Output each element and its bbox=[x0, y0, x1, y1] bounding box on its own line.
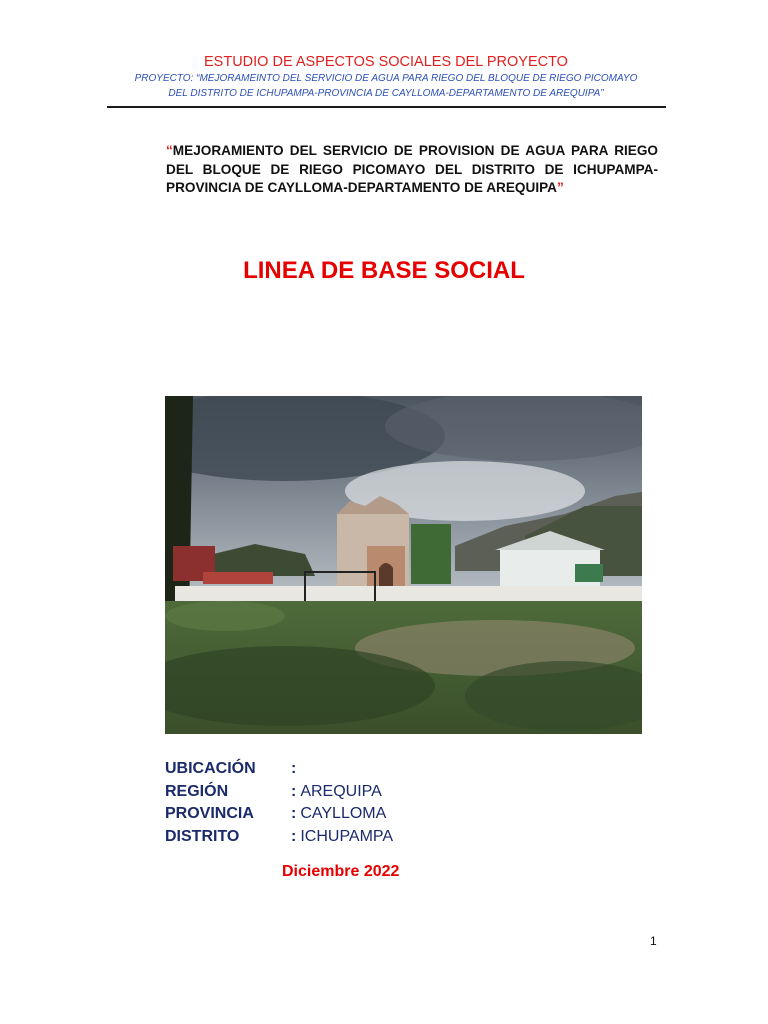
provincia-label: PROVINCIA bbox=[165, 805, 254, 823]
document-header bbox=[106, 54, 666, 101]
distrito-colon: : bbox=[291, 827, 297, 845]
distrito-label: DISTRITO bbox=[165, 827, 240, 845]
ubicacion-label: UBICACIÓN bbox=[165, 760, 256, 777]
provincia-colon: : bbox=[291, 805, 297, 823]
region-value: AREQUIPA bbox=[300, 782, 382, 800]
close-quote: ” bbox=[556, 180, 564, 195]
church-landscape-image bbox=[165, 396, 642, 734]
header-study-title: ESTUDIO DE ASPECTOS SOCIALES DEL PROYECTO bbox=[204, 54, 568, 70]
region-colon: : bbox=[291, 782, 297, 800]
project-title-text: MEJORAMIENTO DEL SERVICIO DE PROVISION DE AGUA PARA RIEGO DEL BLOQUE DE RIEGO PICOMAYO DEL DISTRITO DE ICHUPAMPA-PROVINCIA DE CAYLLOMA-DEPARTAMENTO DE AREQUIPA bbox=[166, 143, 658, 195]
distrito-value: ICHUPAMPA bbox=[300, 827, 394, 845]
header-divider bbox=[107, 106, 666, 108]
ubicacion-colon: : bbox=[291, 760, 297, 777]
main-title: LINEA DE BASE SOCIAL bbox=[243, 257, 525, 284]
project-title bbox=[166, 142, 658, 198]
open-quote: “ bbox=[166, 143, 173, 158]
location-row-region bbox=[165, 781, 393, 804]
header-project-line-1: PROYECTO: “MEJORAMEINTO DEL SERVICIO DE AGUA PARA RIEGO DEL BLOQUE DE RIEGO PICOMAYO bbox=[134, 73, 638, 84]
document-date: Diciembre 2022 bbox=[282, 863, 400, 880]
location-row-distrito bbox=[165, 826, 393, 849]
region-label: REGIÓN bbox=[165, 782, 229, 800]
location-row-ubicacion bbox=[165, 758, 393, 781]
provincia-value: CAYLLOMA bbox=[300, 805, 387, 823]
page-number: 1 bbox=[650, 934, 657, 948]
location-row-provincia bbox=[165, 803, 393, 826]
church-photo bbox=[165, 396, 642, 734]
location-block bbox=[165, 758, 393, 848]
header-project-line-2: DEL DISTRITO DE ICHUPAMPA-PROVINCIA DE CAYLLOMA-DEPARTAMENTO DE AREQUIPA” bbox=[168, 88, 604, 99]
